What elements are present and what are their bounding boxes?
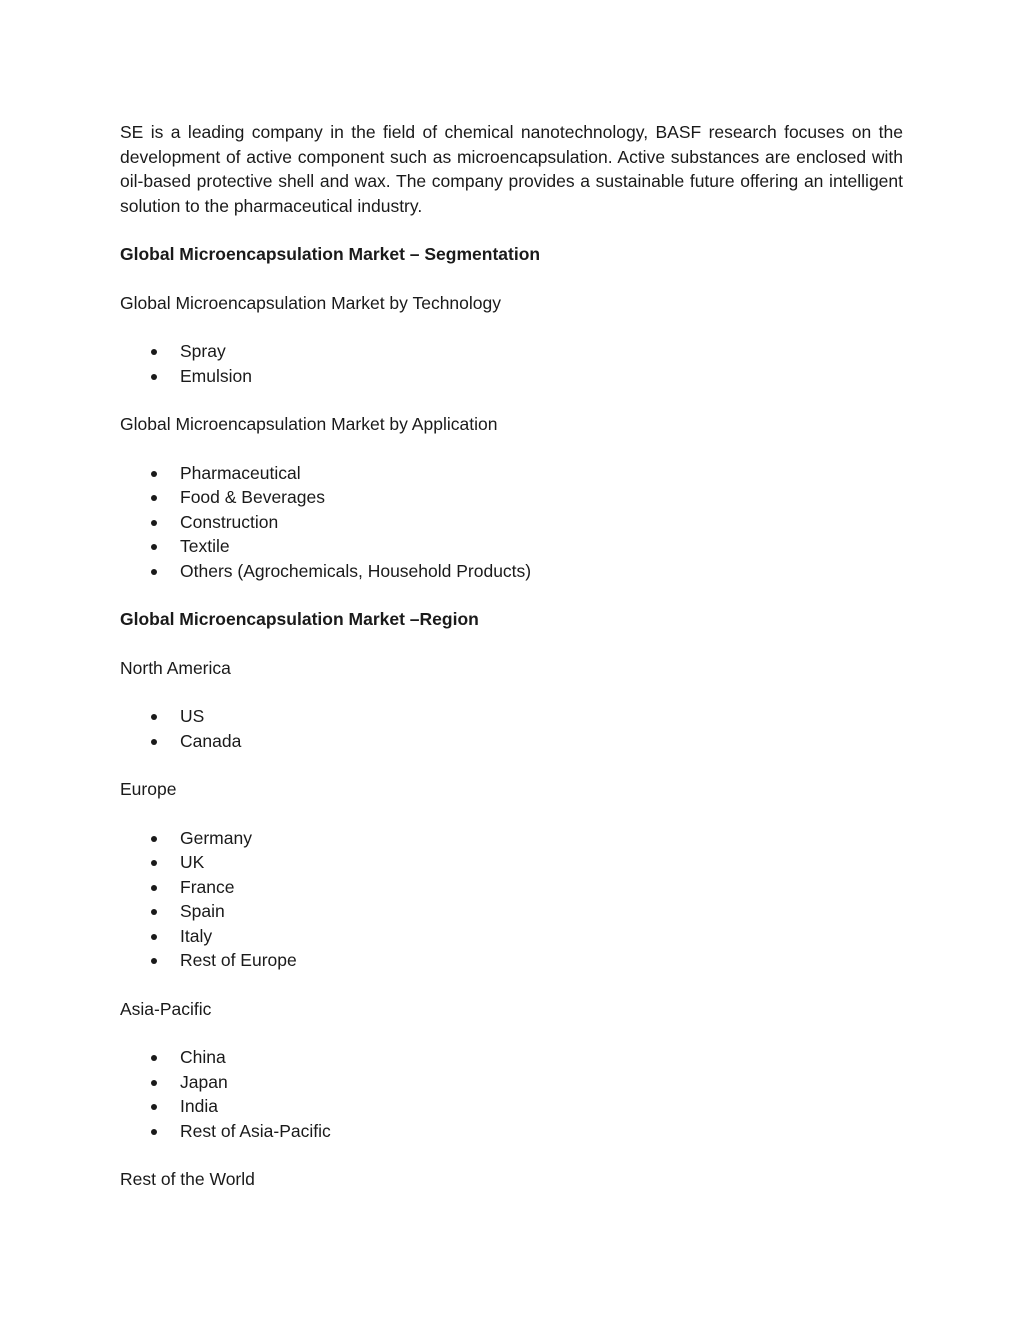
- list-item-label: Japan: [180, 1071, 228, 1092]
- list-item: [120, 510, 903, 535]
- list-item: [120, 1119, 903, 1144]
- intro-paragraph: SE is a leading company in the field of chemical nanotechnology, BASF research focuses on the development of active component such as microencapsulation. Active substances are enclosed with oil-based protective shell and wax. The company provides a sustainable future offering an intelligent solution to the pharmaceutical industry.: [120, 122, 903, 216]
- europe-subheading: Europe: [120, 779, 177, 799]
- europe-list: [120, 826, 903, 973]
- bullet-icon: [151, 860, 157, 866]
- list-item: [120, 826, 903, 851]
- list-item-label: Italy: [180, 925, 213, 946]
- application-list: [120, 461, 903, 584]
- list-item-label: Textile: [180, 536, 230, 556]
- list-item-label: Others (Agrochemicals, Household Products): [180, 560, 532, 581]
- bullet-icon: [151, 934, 157, 940]
- list-item-label: US: [180, 706, 205, 726]
- list-item: [120, 1045, 903, 1070]
- list-item: [120, 364, 903, 389]
- list-item: [120, 899, 903, 924]
- bullet-icon: [151, 1080, 157, 1086]
- list-item: [120, 704, 903, 729]
- bullet-icon: [151, 714, 157, 720]
- bullet-icon: [151, 885, 157, 891]
- asia-pacific-subheading: Asia-Pacific: [120, 998, 212, 1019]
- bullet-icon: [151, 1104, 157, 1110]
- list-item-label: Pharmaceutical: [180, 462, 301, 483]
- list-item-label: Canada: [180, 730, 242, 751]
- bullet-icon: [151, 349, 157, 355]
- list-item-label: UK: [180, 852, 205, 872]
- list-item: [120, 924, 903, 949]
- list-item: [120, 948, 903, 973]
- list-item: [120, 559, 903, 584]
- bullet-icon: [151, 471, 157, 477]
- bullet-icon: [151, 544, 157, 550]
- technology-list: [120, 339, 903, 388]
- list-item-label: France: [180, 876, 235, 897]
- list-item: [120, 485, 903, 510]
- bullet-icon: [151, 1055, 157, 1061]
- bullet-icon: [151, 739, 157, 745]
- bullet-icon: [151, 1129, 157, 1135]
- document-page: [120, 120, 903, 1216]
- list-item: [120, 729, 903, 754]
- bullet-icon: [151, 569, 157, 575]
- list-item-label: Rest of Europe: [180, 950, 297, 970]
- list-item: [120, 534, 903, 559]
- bullet-icon: [151, 374, 157, 380]
- segmentation-heading: Global Microencapsulation Market – Segmentation: [120, 244, 541, 264]
- list-item: [120, 1070, 903, 1095]
- asia-pacific-list: [120, 1045, 903, 1143]
- list-item-label: Germany: [180, 827, 252, 848]
- list-item-label: India: [180, 1096, 218, 1116]
- list-item: [120, 461, 903, 486]
- application-subheading: Global Microencapsulation Market by Application: [120, 414, 498, 434]
- list-item-label: Spray: [180, 341, 226, 361]
- list-item-label: Rest of Asia-Pacific: [180, 1120, 331, 1141]
- list-item-label: Construction: [180, 511, 279, 532]
- north-america-list: [120, 704, 903, 753]
- list-item: [120, 339, 903, 364]
- north-america-subheading: North America: [120, 657, 231, 678]
- technology-subheading: Global Microencapsulation Market by Technology: [120, 292, 501, 313]
- list-item-label: Spain: [180, 901, 225, 921]
- rest-of-world-subheading: Rest of the World: [120, 1169, 255, 1189]
- list-item-label: Food & Beverages: [180, 487, 325, 507]
- list-item-label: Emulsion: [180, 365, 252, 386]
- bullet-icon: [151, 495, 157, 501]
- list-item-label: China: [180, 1047, 226, 1067]
- list-item: [120, 850, 903, 875]
- bullet-icon: [151, 836, 157, 842]
- region-heading: Global Microencapsulation Market –Region: [120, 609, 479, 629]
- bullet-icon: [151, 958, 157, 964]
- bullet-icon: [151, 909, 157, 915]
- list-item: [120, 875, 903, 900]
- bullet-icon: [151, 520, 157, 526]
- list-item: [120, 1094, 903, 1119]
